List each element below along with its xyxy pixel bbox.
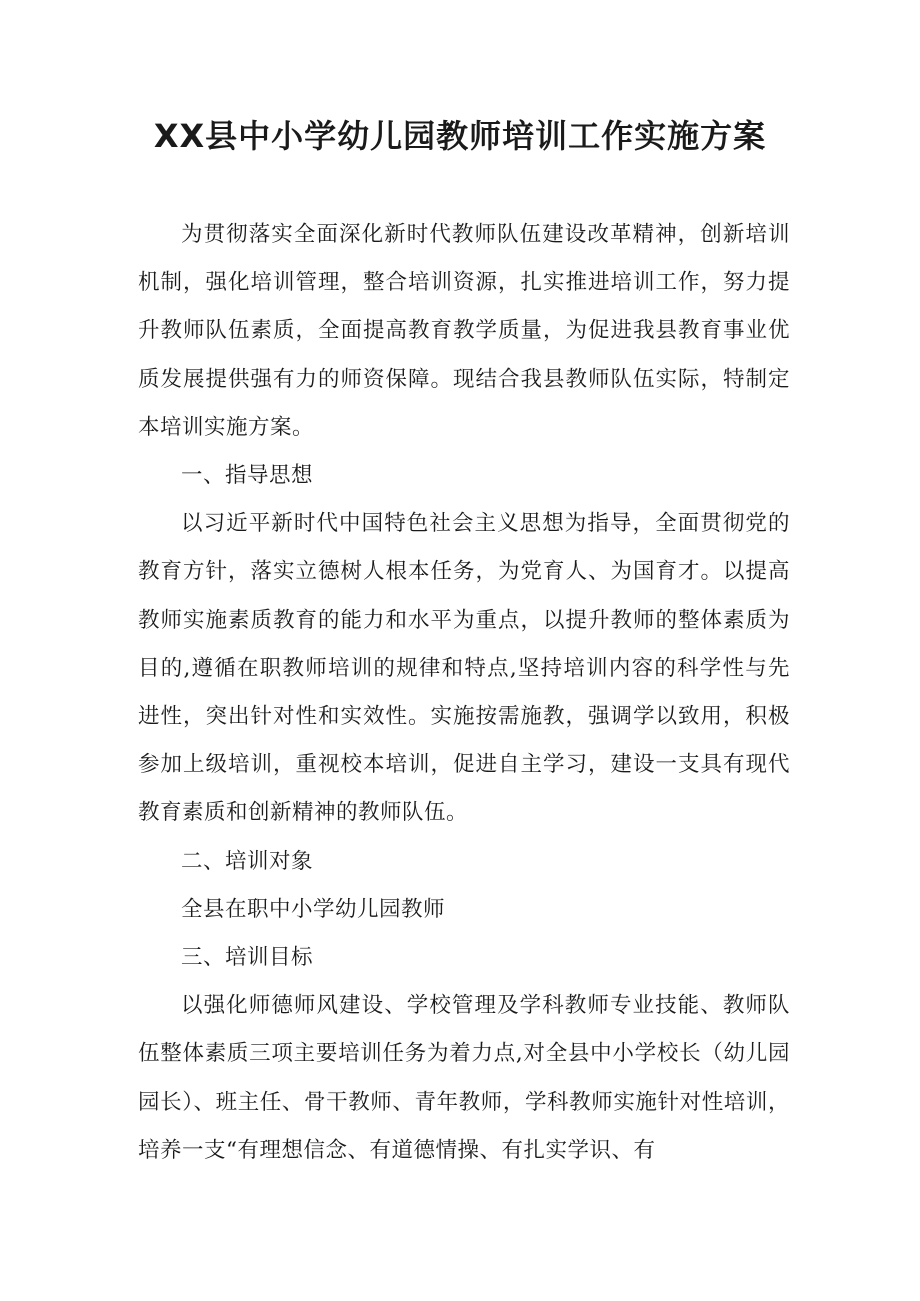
section-heading-training-goals: 三、培训目标 <box>181 945 314 971</box>
section-heading-guiding-ideology: 一、指导思想 <box>181 463 314 489</box>
document-body <box>138 211 790 1175</box>
training-goals-paragraph: 以强化师德师风建设、学校管理及学科教师专业技能、教师队伍整体素质三项主要培训任务为着力点,对全县中小学校长（幼儿园园长）、班主任、骨干教师、青年教师，学科教师实施针对性培训，培养一支“有理想信念、有道德情操、有扎实学识、有 <box>138 993 790 1163</box>
training-targets-paragraph: 全县在职中小学幼儿园教师 <box>181 896 446 922</box>
section-heading-training-targets: 二、培训对象 <box>181 848 314 874</box>
document-title: XX县中小学幼儿园教师培训工作实施方案 <box>153 117 767 155</box>
guiding-ideology-paragraph: 以习近平新时代中国特色社会主义思想为指导，全面贯彻党的教育方针，落实立德树人根本任务，为党育人、为国育才。以提高教师实施素质教育的能力和水平为重点，以提升教师的整体素质为目的,遵循在职教师培训的规律和特点,坚持培训内容的科学性与先进性，突出针对性和实效性。实施按需施教，强调学以致用，积极参加上级培训，重视校本培训，促进自主学习，建设一支具有现代教育素质和创新精神的教师队伍。 <box>138 511 790 826</box>
intro-paragraph: 为贯彻落实全面深化新时代教师队伍建设改革精神，创新培训机制，强化培训管理，整合培训资源，扎实推进培训工作，努力提升教师队伍素质，全面提高教育教学质量，为促进我县教育事业优质发展提供强有力的师资保障。现结合我县教师队伍实际，特制定本培训实施方案。 <box>138 222 790 440</box>
